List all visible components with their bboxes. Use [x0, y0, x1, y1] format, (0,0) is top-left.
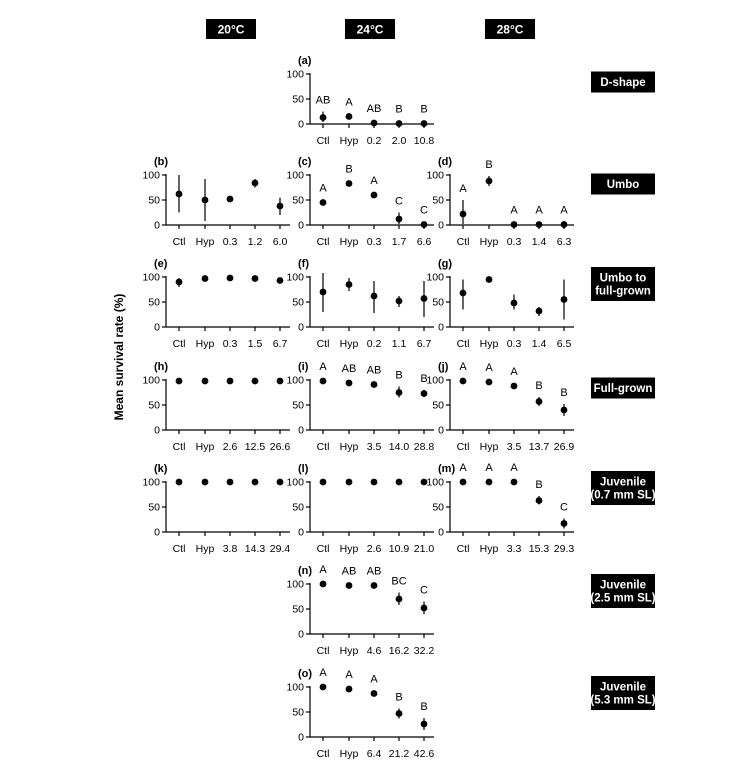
x-tick-label: 12.5 [244, 441, 266, 453]
significance-letter: C [395, 195, 403, 208]
data-point [396, 596, 403, 603]
data-point [396, 120, 403, 127]
x-tick-label: 32.2 [413, 645, 435, 657]
panel-label: (e) [154, 258, 168, 270]
x-tick-label: 1.1 [391, 338, 407, 350]
significance-letter: B [420, 103, 428, 116]
significance-letter: A [510, 204, 518, 217]
x-tick-label: 14.0 [388, 441, 410, 453]
x-tick-label: 6.6 [416, 236, 432, 248]
x-tick-label: 15.3 [528, 543, 550, 555]
x-tick-label: 1.4 [531, 338, 547, 350]
data-point [561, 221, 568, 228]
x-tick-label: Ctl [316, 748, 330, 760]
data-point [346, 479, 353, 486]
significance-letter: AB [366, 103, 382, 115]
temperature-headers [206, 19, 535, 39]
y-tick-label: 0 [298, 424, 304, 437]
x-tick-label: Hyp [339, 236, 359, 248]
x-tick-label: 6.7 [416, 338, 432, 350]
data-point [346, 281, 353, 288]
x-tick-label: Ctl [316, 135, 330, 147]
stage-label-line: full-grown [595, 285, 651, 298]
x-tick-label: Ctl [316, 645, 330, 657]
data-point [202, 378, 209, 385]
data-point [396, 710, 403, 717]
significance-letter: AB [315, 94, 331, 107]
x-tick-label: 6.5 [556, 338, 572, 350]
panel-label: (l) [298, 463, 309, 475]
x-tick-label: 16.2 [388, 645, 410, 657]
data-point [460, 290, 467, 297]
data-point [486, 379, 493, 386]
x-tick-label: 0.3 [506, 338, 522, 350]
column-header [345, 19, 395, 39]
data-point [536, 398, 543, 405]
stage-labels [590, 72, 655, 711]
panel [142, 258, 290, 350]
panel-label: (h) [154, 361, 169, 373]
data-point [371, 690, 378, 697]
panel-label: (m) [438, 463, 456, 475]
y-tick-label: 0 [438, 526, 444, 539]
data-point [561, 296, 568, 303]
data-point [320, 581, 327, 588]
data-point [511, 300, 518, 307]
x-tick-label: 10.9 [388, 543, 410, 555]
y-tick-label: 0 [154, 526, 160, 539]
data-point [320, 479, 327, 486]
panel [286, 156, 434, 248]
panel-label: (b) [154, 156, 169, 168]
x-tick-label: 0.3 [506, 236, 522, 248]
data-point [202, 275, 209, 282]
x-tick-label: 1.2 [247, 236, 263, 248]
y-tick-label: 50 [432, 399, 444, 412]
significance-letter: B [535, 380, 543, 392]
data-point [320, 289, 327, 296]
stage-label [591, 378, 655, 399]
x-tick-label: Hyp [339, 645, 359, 657]
panel [426, 258, 574, 350]
stage-label [591, 72, 655, 93]
x-tick-label: 1.4 [531, 236, 547, 248]
significance-letter: A [370, 175, 378, 187]
column-header-label: 28°C [496, 22, 524, 37]
data-point [202, 479, 209, 486]
y-tick-label: 0 [438, 424, 444, 437]
x-tick-label: Hyp [339, 543, 359, 555]
significance-letter: AB [366, 364, 382, 377]
x-tick-label: 2.6 [366, 543, 382, 555]
data-point [536, 221, 543, 228]
panel [286, 361, 434, 453]
data-point [460, 479, 467, 486]
significance-letter: B [420, 373, 428, 385]
x-tick-label: Ctl [456, 543, 470, 555]
data-point [536, 497, 543, 504]
stage-label [590, 574, 655, 608]
data-point [421, 295, 428, 302]
data-point [421, 605, 428, 612]
stage-label-line: Full-grown [593, 383, 653, 395]
y-tick-label: 100 [286, 578, 304, 591]
significance-letter: A [345, 96, 353, 109]
panel [426, 361, 574, 453]
x-tick-label: Hyp [479, 441, 499, 453]
x-tick-label: 2.6 [222, 441, 238, 453]
y-axis-label: Mean survival rate (%) [112, 293, 126, 421]
panel [142, 361, 290, 453]
data-point [252, 275, 259, 282]
x-tick-label: 0.2 [366, 135, 382, 147]
data-point [511, 221, 518, 228]
y-tick-label: 50 [432, 296, 444, 309]
x-tick-label: 3.8 [222, 543, 238, 555]
y-tick-label: 50 [292, 706, 304, 719]
x-tick-label: 1.7 [391, 236, 407, 248]
significance-letter: B [535, 479, 543, 491]
panel [426, 462, 574, 555]
y-tick-label: 50 [148, 501, 160, 514]
x-tick-label: 26.9 [553, 441, 575, 453]
significance-letter: A [459, 462, 467, 474]
y-tick-label: 50 [432, 501, 444, 514]
y-tick-label: 100 [426, 271, 444, 284]
data-point [346, 686, 353, 693]
stage-label [590, 676, 655, 710]
significance-letter: B [420, 701, 428, 713]
significance-letter: B [395, 691, 403, 704]
y-tick-label: 50 [292, 399, 304, 412]
stage-label [591, 267, 655, 301]
y-tick-label: 0 [298, 118, 304, 131]
data-point [320, 199, 327, 206]
panel-label: (g) [438, 258, 453, 270]
y-tick-label: 50 [292, 296, 304, 309]
x-tick-label: 0.3 [222, 236, 238, 248]
data-point [486, 479, 493, 486]
x-tick-label: Hyp [339, 338, 359, 350]
data-point [277, 479, 284, 486]
data-point [346, 582, 353, 589]
significance-letter: C [560, 501, 568, 514]
panel-label: (o) [298, 668, 313, 680]
x-tick-label: Hyp [339, 135, 359, 147]
y-tick-label: 50 [292, 501, 304, 514]
x-tick-label: 42.6 [413, 748, 435, 760]
y-tick-label: 0 [154, 321, 160, 334]
x-tick-label: 28.8 [413, 441, 435, 453]
significance-letter: C [420, 584, 428, 597]
data-point [371, 479, 378, 486]
panel-label: (i) [298, 361, 309, 373]
panel [286, 667, 434, 760]
data-point [346, 113, 353, 120]
chart-panels [142, 55, 574, 760]
x-tick-label: 4.6 [366, 645, 382, 657]
significance-letter: A [319, 667, 327, 679]
significance-letter: A [535, 204, 543, 217]
significance-letter: AB [341, 363, 357, 375]
x-tick-label: 14.3 [244, 543, 266, 555]
data-point [252, 180, 259, 187]
significance-letter: BC [391, 575, 407, 588]
data-point [371, 582, 378, 589]
x-tick-label: Hyp [195, 543, 215, 555]
stage-label-line: (0.7 mm SL) [590, 489, 656, 502]
data-point [396, 389, 403, 396]
stage-label-line: (2.5 mm SL) [590, 592, 656, 605]
data-point [421, 221, 428, 228]
x-tick-label: 0.2 [366, 338, 382, 350]
data-point [252, 479, 259, 486]
x-tick-label: Ctl [316, 338, 330, 350]
y-tick-label: 100 [142, 374, 160, 387]
data-point [486, 178, 493, 185]
x-tick-label: 0.3 [222, 338, 238, 350]
column-header-label: 24°C [356, 22, 384, 37]
significance-letter: A [319, 182, 327, 195]
significance-letter: A [319, 361, 327, 373]
y-tick-label: 0 [154, 424, 160, 437]
x-tick-label: Ctl [456, 441, 470, 453]
significance-letter: B [485, 159, 493, 171]
stage-label [591, 174, 655, 195]
x-tick-label: Hyp [339, 441, 359, 453]
data-point [252, 378, 259, 385]
data-point [277, 203, 284, 210]
data-point [536, 308, 543, 315]
data-point [320, 378, 327, 385]
data-point [511, 479, 518, 486]
y-tick-label: 50 [292, 93, 304, 106]
x-tick-label: Ctl [316, 236, 330, 248]
stage-label-line: D-shape [600, 77, 646, 89]
x-tick-label: Hyp [479, 338, 499, 350]
x-tick-label: 6.0 [272, 236, 288, 248]
y-tick-label: 100 [286, 271, 304, 284]
data-point [176, 378, 183, 385]
data-point [371, 293, 378, 300]
x-tick-label: 3.3 [506, 543, 522, 555]
significance-letter: B [395, 103, 403, 116]
x-tick-label: 21.0 [413, 543, 435, 555]
data-point [320, 684, 327, 691]
stage-label-line: Juvenile [599, 579, 647, 592]
significance-letter: A [560, 204, 568, 217]
stage-label [590, 471, 655, 505]
y-tick-label: 0 [298, 628, 304, 641]
data-point [346, 380, 353, 387]
y-tick-label: 50 [148, 399, 160, 412]
y-tick-label: 0 [298, 219, 304, 232]
x-tick-label: 3.5 [506, 441, 522, 453]
y-tick-label: 100 [142, 271, 160, 284]
panel [286, 258, 434, 350]
x-tick-label: Hyp [195, 236, 215, 248]
significance-letter: B [560, 387, 568, 399]
column-header [485, 19, 535, 39]
x-tick-label: Hyp [339, 748, 359, 760]
column-header-label: 20°C [217, 22, 245, 37]
x-tick-label: Hyp [195, 338, 215, 350]
panel [142, 156, 290, 248]
y-tick-label: 100 [426, 169, 444, 182]
y-tick-label: 0 [298, 731, 304, 744]
significance-letter: B [395, 369, 403, 382]
panel-label: (f) [298, 258, 309, 270]
x-tick-label: 29.3 [553, 543, 575, 555]
data-point [227, 275, 234, 282]
data-point [277, 378, 284, 385]
x-tick-label: 10.8 [413, 135, 435, 147]
significance-letter: A [345, 669, 353, 681]
data-point [561, 407, 568, 414]
data-point [176, 191, 183, 198]
stage-label-line: Umbo to [599, 272, 647, 285]
data-point [460, 211, 467, 218]
significance-letter: C [420, 204, 428, 217]
x-tick-label: 2.0 [391, 135, 407, 147]
y-tick-label: 100 [426, 476, 444, 489]
y-tick-label: 0 [154, 219, 160, 232]
data-point [227, 479, 234, 486]
significance-letter: AB [366, 565, 382, 578]
x-tick-label: 1.5 [247, 338, 263, 350]
x-tick-label: Ctl [172, 236, 186, 248]
x-tick-label: 3.5 [366, 441, 382, 453]
y-tick-label: 50 [292, 603, 304, 616]
stage-label-line: (5.3 mm SL) [590, 694, 656, 707]
y-tick-label: 0 [298, 321, 304, 334]
data-point [421, 390, 428, 397]
data-point [396, 479, 403, 486]
x-tick-label: Hyp [195, 441, 215, 453]
data-point [421, 120, 428, 127]
x-tick-label: 26.6 [269, 441, 291, 453]
significance-letter: A [459, 183, 467, 195]
significance-letter: A [370, 673, 378, 686]
y-tick-label: 50 [432, 194, 444, 207]
y-tick-label: 100 [286, 681, 304, 694]
data-point [396, 216, 403, 223]
x-tick-label: 0.3 [366, 236, 382, 248]
panel-label: (k) [154, 463, 168, 475]
y-tick-label: 100 [142, 476, 160, 489]
data-point [561, 520, 568, 527]
y-tick-label: 100 [286, 374, 304, 387]
y-tick-label: 100 [286, 169, 304, 182]
panel [286, 55, 434, 147]
data-point [202, 197, 209, 204]
panel-label: (d) [438, 156, 453, 168]
x-tick-label: 13.7 [528, 441, 550, 453]
stage-label-line: Umbo [606, 179, 640, 191]
y-tick-label: 100 [286, 476, 304, 489]
x-tick-label: Hyp [479, 236, 499, 248]
data-point [396, 298, 403, 305]
significance-letter: A [510, 462, 518, 474]
y-tick-label: 0 [438, 219, 444, 232]
significance-letter: A [485, 362, 493, 374]
x-tick-label: Hyp [479, 543, 499, 555]
significance-letter: A [485, 462, 493, 474]
y-tick-label: 0 [298, 526, 304, 539]
y-tick-label: 50 [292, 194, 304, 207]
panel-label: (a) [298, 55, 312, 67]
x-tick-label: Ctl [316, 543, 330, 555]
panel [142, 463, 290, 555]
significance-letter: A [319, 564, 327, 576]
data-point [511, 383, 518, 390]
y-tick-label: 50 [148, 296, 160, 309]
data-point [227, 196, 234, 203]
x-tick-label: Ctl [172, 543, 186, 555]
y-tick-label: 0 [438, 321, 444, 334]
significance-letter: A [510, 366, 518, 378]
panel-label: (c) [298, 156, 312, 168]
x-tick-label: Ctl [456, 236, 470, 248]
data-point [176, 279, 183, 286]
y-tick-label: 100 [286, 68, 304, 81]
x-tick-label: Ctl [172, 338, 186, 350]
data-point [460, 378, 467, 385]
stage-label-line: Juvenile [599, 681, 647, 694]
x-tick-label: 6.4 [366, 748, 382, 760]
x-tick-label: Ctl [456, 338, 470, 350]
panel [286, 564, 434, 657]
x-tick-label: Ctl [172, 441, 186, 453]
panel [426, 156, 574, 248]
data-point [346, 180, 353, 187]
panel-label: (j) [438, 361, 449, 373]
data-point [371, 120, 378, 127]
x-tick-label: 21.2 [388, 748, 410, 760]
data-point [320, 114, 327, 121]
y-tick-label: 100 [142, 169, 160, 182]
data-point [227, 378, 234, 385]
data-point [421, 721, 428, 728]
column-header [206, 19, 256, 39]
significance-letter: AB [341, 565, 357, 578]
panel [286, 463, 434, 555]
panel-label: (n) [298, 565, 313, 577]
x-tick-label: 6.3 [556, 236, 572, 248]
significance-letter: B [345, 163, 353, 176]
data-point [371, 192, 378, 199]
y-tick-label: 50 [148, 194, 160, 207]
x-tick-label: 6.7 [272, 338, 288, 350]
data-point [486, 276, 493, 283]
y-tick-label: 100 [426, 374, 444, 387]
stage-label-line: Juvenile [599, 476, 647, 489]
x-tick-label: 29.4 [269, 543, 291, 555]
x-tick-label: Ctl [316, 441, 330, 453]
data-point [371, 381, 378, 388]
data-point [176, 479, 183, 486]
data-point [277, 277, 284, 284]
significance-letter: A [459, 361, 467, 373]
